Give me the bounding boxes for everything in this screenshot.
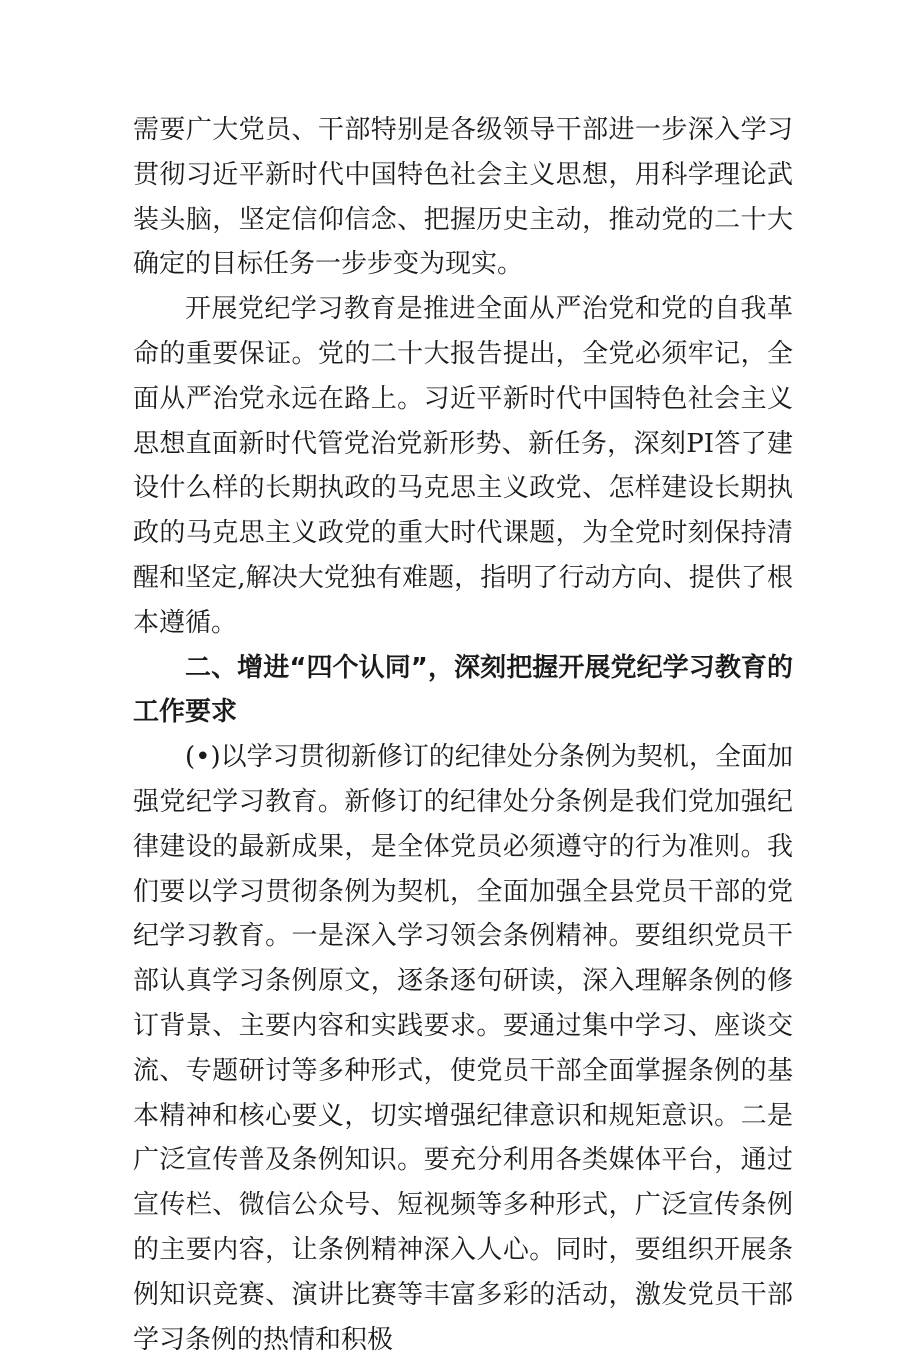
document-body (133, 108, 793, 1362)
section-heading: 二、增进“四个认同”，深刻把握开展党纪学习教育的工作要求 (133, 652, 793, 728)
paragraph-continuation: 需要广大党员、干部特别是各级领导干部进一步深入学习贯彻习近平新时代中国特色社会主义思想，用科学理论武装头脑，坚定信仰信念、把握历史主动，推动党的二十大确定的目标任务一步步变为现实。 (133, 115, 793, 280)
paragraph-regulation-study: (•)以学习贯彻新修订的纪律处分条例为契机，全面加强党纪学习教育。新修订的纪律处分条例是我们党加强纪律建设的最新成果，是全体党员必须遵守的行为准则。我们要以学习贯彻条例为契机，全面加强全县党员干部的党纪学习教育。一是深入学习领会条例精神。要组织党员干部认真学习条例原文，逐条逐句研读，深入理解条例的修订背景、主要内容和实践要求。要通过集中学习、座谈交流、专题研讨等多种形式，使党员干部全面掌握条例的基本精神和核心要义，切实增强纪律意识和规矩意识。二是广泛宣传普及条例知识。要充分利用各类媒体平台，通过宣传栏、微信公众号、短视频等多种形式，广泛宣传条例的主要内容，让条例精神深入人心。同时，要组织开展条例知识竞赛、演讲比赛等丰富多彩的活动，激发党员干部学习条例的热情和积极 (133, 742, 793, 1355)
paragraph-party-discipline: 开展党纪学习教育是推进全面从严治党和党的自我革命的重要保证。党的二十大报告提出，全党必须牢记，全面从严治党永远在路上。习近平新时代中国特色社会主义思想直面新时代管党治党新形势、新任务，深刻PI答了建设什么样的长期执政的马克思主义政党、怎样建设长期执政的马克思主义政党的重大时代课题，为全党时刻保持清醒和坚定,解决大党独有难题，指明了行动方向、提供了根本遵循。 (133, 294, 793, 638)
